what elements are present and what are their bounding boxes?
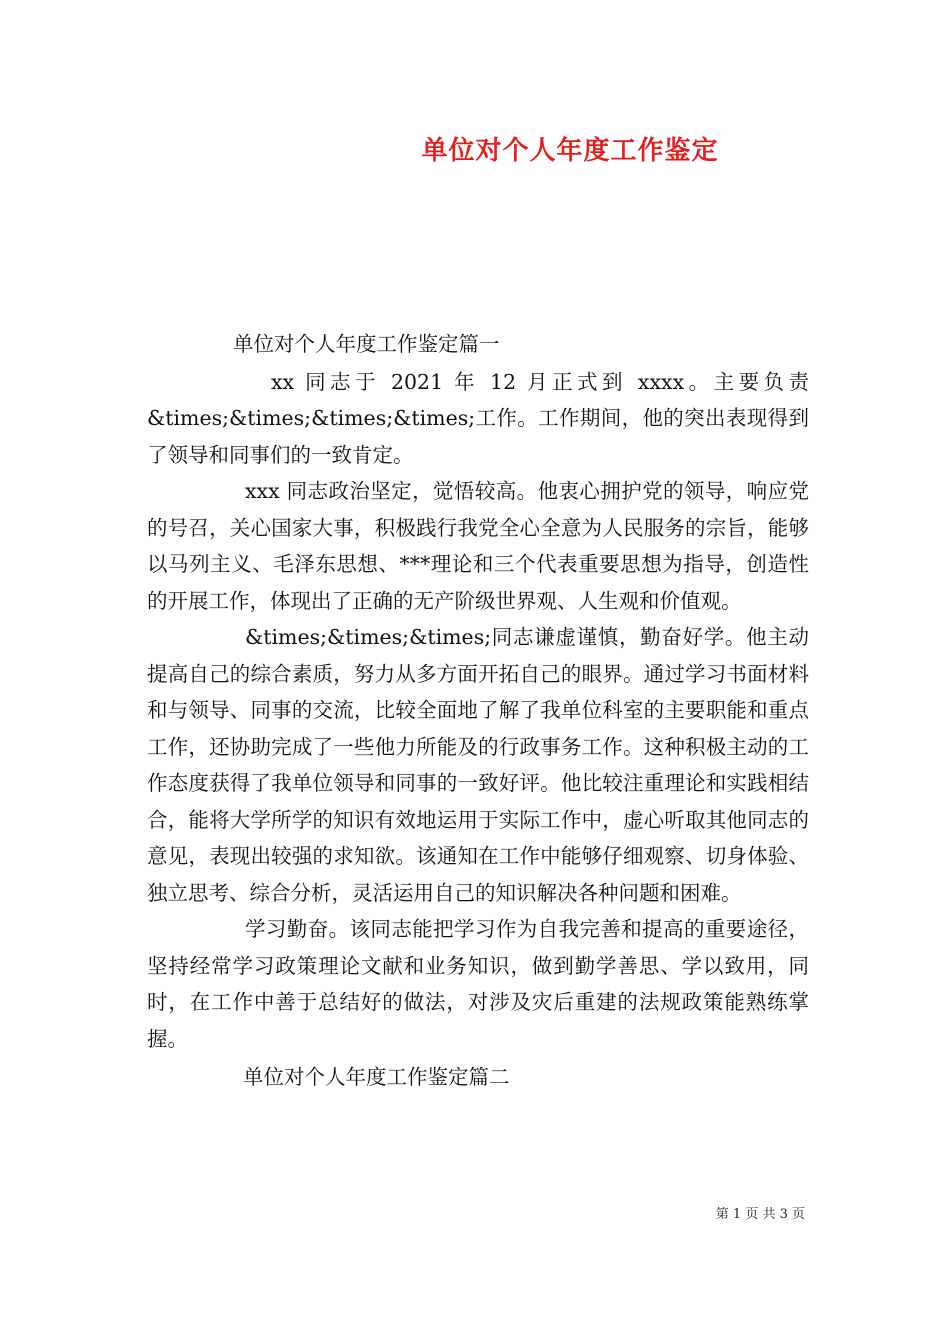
page-number: 第 1 页 共 3 页 (715, 1207, 805, 1222)
paragraph-4: 学习勤奋。该同志能把学习作为自我完善和提高的重要途径，坚持经常学习政策理论文献和业务知识，做到勤学善思、学以致用，同时，在工作中善于总结好的做法，对涉及灾后重建的法规政策能熟练掌握。 (147, 917, 809, 1051)
document-body (147, 326, 809, 1096)
section-heading-2: 单位对个人年度工作鉴定篇二 (243, 1065, 510, 1089)
paragraph-3: &times;&times;&times;同志谦虚谨慎，勤奋好学。他主动提高自己的综合素质，努力从多方面开拓自己的眼界。通过学习书面材料和与领导、同事的交流，比较全面地了解了我单位科室的主要职能和重点工作，还协助完成了一些他力所能及的行政事务工作。这种积极主动的工作态度获得了我单位领导和同事的一致好评。他比较注重理论和实践相结合，能将大学所学的知识有效地运用于实际工作中，虚心听取其他同志的意见，表现出较强的求知欲。该通知在工作中能够仔细观察、切身体验、独立思考、综合分析，灵活运用自己的知识解决各种问题和困难。 (147, 625, 809, 905)
paragraph-2: xxx 同志政治坚定，觉悟较高。他衷心拥护党的领导，响应党的号召，关心国家大事，积极践行我党全心全意为人民服务的宗旨，能够以马列主义、毛泽东思想、***理论和三个代表重要思想为指导，创造性的开展工作，体现出了正确的无产阶级世界观、人生观和价值观。 (147, 479, 809, 613)
paragraph-1: xx 同志于 2021 年 12 月正式到 xxxx。主要负责&times;&times;&times;&times;工作。工作期间，他的突出表现得到了领导和同事们的一致肯定。 (147, 369, 809, 467)
section-heading-1: 单位对个人年度工作鉴定篇一 (233, 332, 500, 356)
document-title: 单位对个人年度工作鉴定 (421, 136, 719, 166)
